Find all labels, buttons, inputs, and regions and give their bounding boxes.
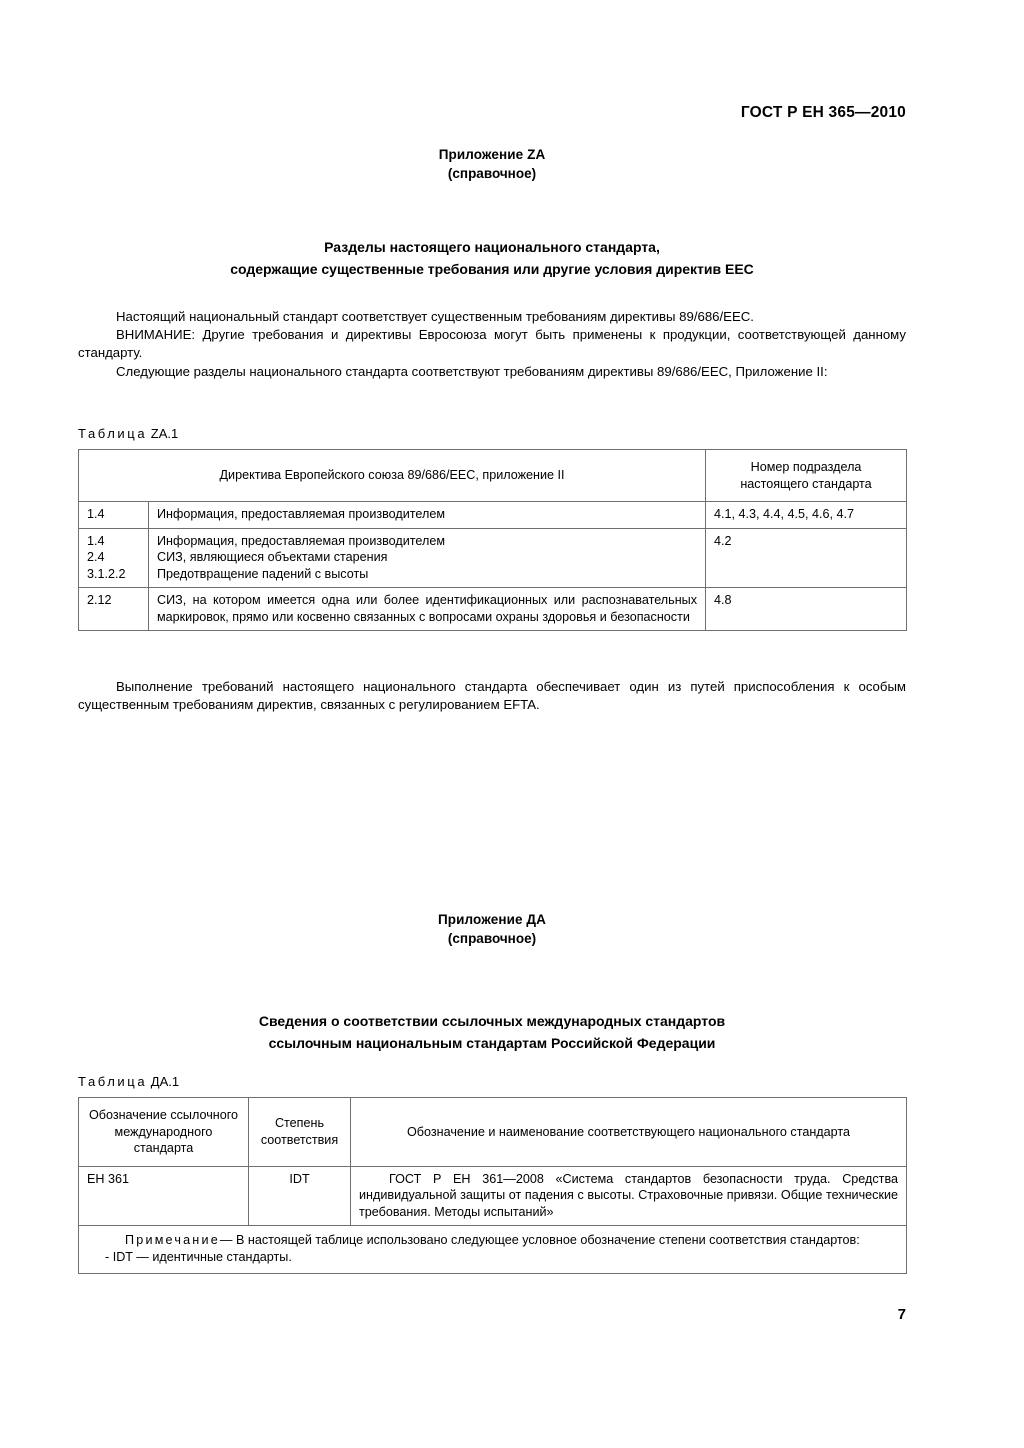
table-za1-r2-number-3: 3.1.2.2	[87, 566, 126, 581]
table-da1-header-row	[79, 1098, 907, 1167]
paragraph-efta: Выполнение требований настоящего национального стандарта обеспечивает один из путей приспособления к особым существенным требованиям директив, связанных с регулированием EFTA.	[78, 679, 906, 713]
section-title-line-1: Сведения о соответствии ссылочных международных стандартов	[258, 1013, 726, 1029]
table-za1-r2-subsection: 4.2	[706, 528, 907, 588]
table-za1-header-directive: Директива Европейского союза 89/686/ЕЕС, приложение II	[79, 450, 706, 502]
table-da1-r1-reference: ЕН 361	[79, 1166, 249, 1226]
table-za1-caption	[78, 426, 178, 441]
appendix-za-heading	[78, 145, 906, 183]
appendix-da-section-title	[78, 1010, 906, 1054]
table-za1-r2-number-2: 2.4	[87, 550, 105, 564]
section-title-line-1: Разделы настоящего национального стандарта,	[324, 239, 660, 255]
table-da1-r1-national: ГОСТ Р ЕН 361—2008 «Система стандартов безопасности труда. Средства индивидуальной защиты от падения с высоты. Страховочные привязи. Общие технические требования. Методы испытаний»	[351, 1166, 907, 1226]
appendix-da-heading	[78, 910, 906, 948]
appendix-da-subtitle: (справочное)	[447, 931, 537, 946]
table-za1-r3-number: 2.12	[79, 588, 149, 631]
table-da1-header-degree	[249, 1098, 351, 1167]
table-da1-header-degree-line1: Степень	[274, 1116, 325, 1131]
table-da1-header-national: Обозначение и наименование соответствующего национального стандарта	[351, 1098, 907, 1167]
table-da1-header-reference-line2: международного	[114, 1124, 213, 1139]
appendix-za-subtitle: (справочное)	[447, 166, 537, 181]
table-da1-header-degree-line2: соответствия	[260, 1132, 339, 1147]
table-za1-r2-description-1: Информация, предоставляемая производителем	[157, 533, 446, 548]
appendix-za-section-title	[78, 236, 906, 280]
table-za1-r2-number-1: 1.4	[87, 533, 105, 548]
table-row	[79, 528, 907, 588]
section-title-line-2: содержащие существенные требования или другие условия директив ЕЕС	[230, 261, 754, 277]
table-row	[79, 1166, 907, 1226]
table-da1-header-reference-line3: стандарта	[133, 1141, 194, 1155]
table-za1-header-row	[79, 450, 907, 502]
table-za1-r1-description: Информация, предоставляемая производителем	[149, 502, 706, 529]
paragraph-following-sections: Следующие разделы национального стандарта соответствуют требованиям директивы 89/686/ЕЕС, Приложение II:	[116, 364, 828, 379]
table-da1-caption-number: ДА.1	[150, 1074, 180, 1089]
paragraph-attention: ВНИМАНИЕ: Другие требования и директивы Евросоюза могут быть применены к продукции, соответствующей данному стандарту.	[78, 327, 906, 361]
table-da1	[78, 1097, 907, 1274]
table-za1-r2-numbers	[79, 528, 149, 588]
table-za1	[78, 449, 907, 631]
paragraph-compliance: Настоящий национальный стандарт соответствует существенным требованиям директивы 89/686/ЕЕС.	[116, 309, 754, 324]
table-da1-header-reference	[79, 1098, 249, 1167]
table-za1-header-subsection-line2: настоящего стандарта	[740, 476, 872, 491]
page-content	[78, 0, 906, 1448]
table-row	[79, 502, 907, 529]
table-da1-note-row	[79, 1226, 907, 1274]
table-za1-r3-description: СИЗ, на котором имеется одна или более идентификационных или распознавательных маркировок, прямо или косвенно связанных с вопросами охраны здоровья и безопасности	[149, 588, 706, 631]
table-row	[79, 588, 907, 631]
table-za1-r2-description-2: СИЗ, являющиеся объектами старения	[157, 550, 388, 564]
appendix-da-title: Приложение ДА	[438, 912, 546, 927]
table-za1-r1-number: 1.4	[79, 502, 149, 529]
running-header: ГОСТ Р ЕН 365—2010	[740, 104, 906, 121]
table-za1-caption-number: ZA.1	[150, 426, 179, 441]
table-za1-r2-descriptions	[149, 528, 706, 588]
table-da1-header-reference-line1: Обозначение ссылочного	[88, 1108, 239, 1122]
appendix-za-title: Приложение ZA	[438, 147, 546, 162]
table-da1-caption	[78, 1074, 179, 1089]
table-da1-caption-label: Таблица	[78, 1074, 148, 1089]
table-da1-note-item: - IDT — идентичные стандарты.	[105, 1249, 292, 1264]
table-za1-caption-label: Таблица	[78, 426, 148, 441]
table-da1-r1-degree: IDT	[249, 1166, 351, 1226]
table-za1-header-subsection	[706, 450, 907, 502]
table-za1-header-subsection-line1: Номер подраздела	[750, 460, 862, 474]
table-za1-r2-description-3: Предотвращение падений с высоты	[157, 566, 369, 581]
table-da1-note-body: — В настоящей таблице использовано следующее условное обозначение степени соответствия стандартов:	[219, 1233, 860, 1247]
page-number: 7	[897, 1306, 906, 1323]
table-da1-note	[79, 1226, 907, 1274]
table-za1-r1-subsection: 4.1, 4.3, 4.4, 4.5, 4.6, 4.7	[706, 502, 907, 529]
table-da1-note-lead: Примечание	[125, 1233, 220, 1247]
table-za1-r3-subsection: 4.8	[706, 588, 907, 631]
section-title-line-2: ссылочным национальным стандартам Российской Федерации	[268, 1035, 716, 1051]
